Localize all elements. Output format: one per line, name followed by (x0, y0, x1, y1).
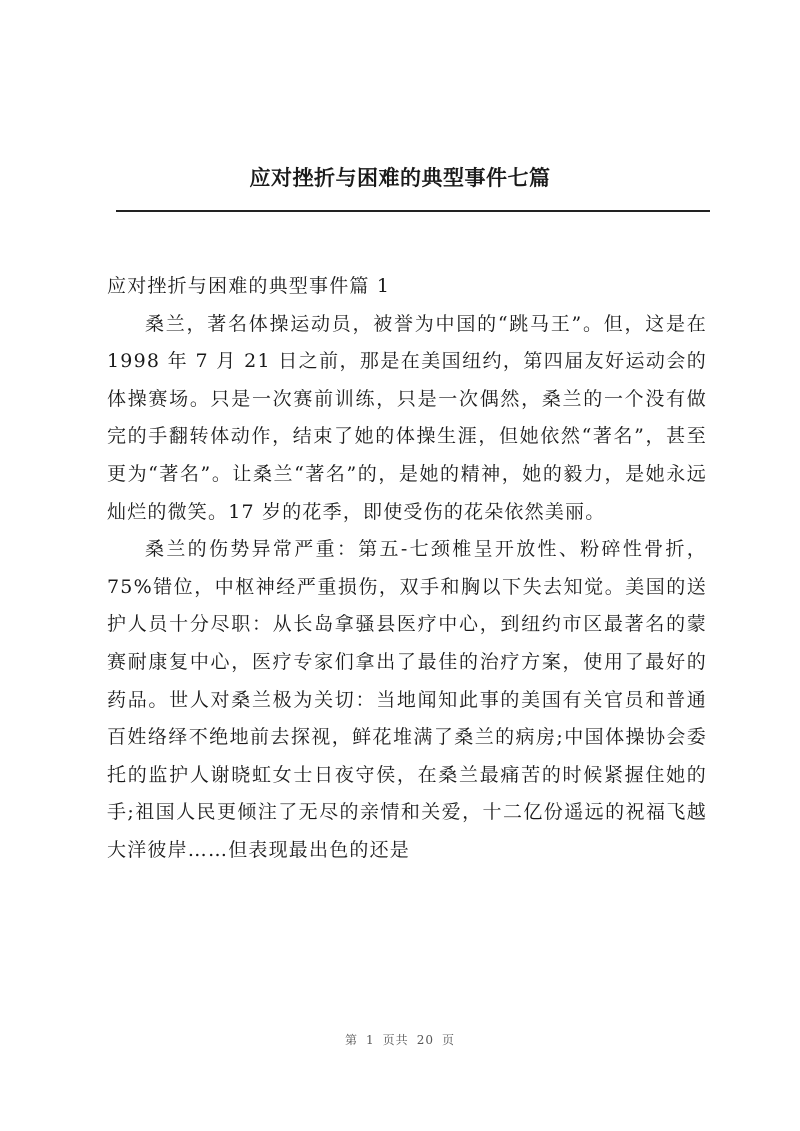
page-footer (0, 1031, 800, 1048)
footer-page-number: 1 (366, 1033, 375, 1047)
footer-mid: 页共 (382, 1033, 409, 1047)
footer-total-pages: 20 (416, 1033, 434, 1047)
document-body (107, 268, 707, 870)
section-heading: 应对挫折与困难的典型事件篇 1 (107, 275, 391, 297)
paragraph-2: 桑兰的伤势异常严重：第五-七颈椎呈开放性、粉碎性骨折，75%错位，中枢神经严重损伤，双手和胸以下失去知觉。美国的送护人员十分尽职：从长岛拿骚县医疗中心，到纽约市区最著名的蒙赛耐康复中心，医疗专家们拿出了最佳的治疗方案，使用了最好的药品。世人对桑兰极为关切：当地闻知此事的美国有关官员和普通百姓络绎不绝地前去探视，鲜花堆满了桑兰的病房;中国体操协会委托的监护人谢晓虹女士日夜守侯，在桑兰最痛苦的时候紧握住她的手;祖国人民更倾注了无尽的亲情和关爱，十二亿份遥远的祝福飞越大洋彼岸……但表现最出色的还是 (107, 538, 707, 861)
footer-prefix: 第 (345, 1033, 359, 1047)
paragraph-1: 桑兰，著名体操运动员，被誉为中国的“跳马王”。但，这是在 1998 年 7 月 21 日之前，那是在美国纽约，第四届友好运动会的体操赛场。只是一次赛前训练，只是一次偶然，桑兰的一个没有做完的手翻转体动作，结束了她的体操生涯，但她依然“著名”，甚至更为“著名”。让桑兰“著名”的，是她的精神，她的毅力，是她永远灿烂的微笑。17 岁的花季，即使受伤的花朵依然美丽。 (107, 312, 707, 523)
title-underline (116, 210, 710, 212)
footer-suffix: 页 (441, 1033, 455, 1047)
document-title: 应对挫折与困难的典型事件七篇 (249, 165, 551, 190)
